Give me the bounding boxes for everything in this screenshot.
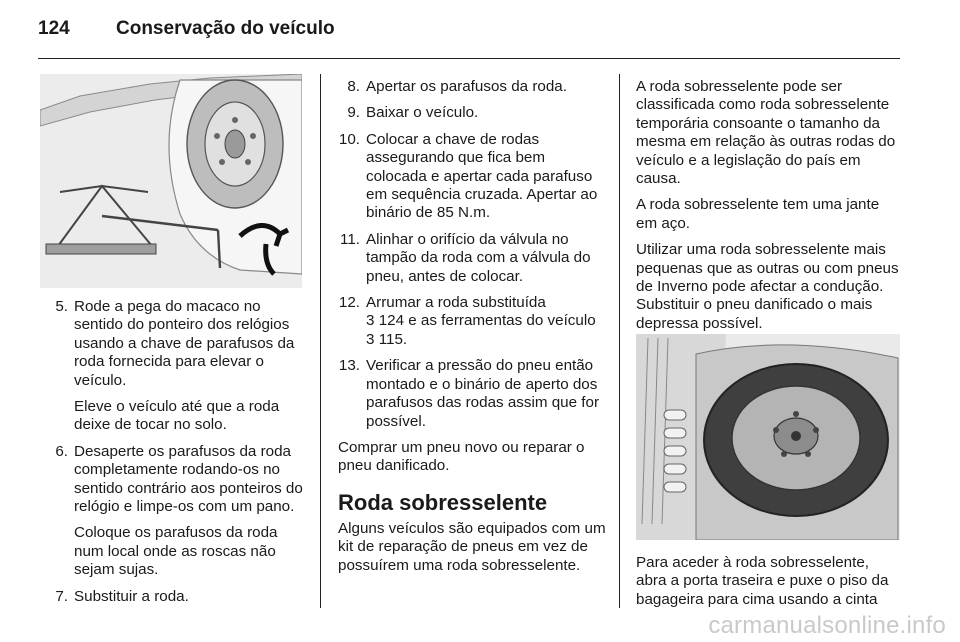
step-subtext: Coloque os parafusos da roda num local onde as roscas não sejam sujas. — [74, 524, 278, 579]
step-number: 10. — [338, 130, 360, 148]
triangle-right-icon: 3 — [366, 312, 375, 330]
after-steps-text: Comprar um pneu novo ou reparar o pneu danificado. — [338, 438, 585, 475]
page-reference-2[interactable]: 115. — [378, 330, 408, 348]
column-divider-2 — [619, 74, 620, 608]
step-text: Desaperte os parafusos da roda completamente rodando-os no sentido contrário aos ponteiros do relógio e limpe-os com um pano. — [74, 442, 303, 516]
step-number: 12. — [338, 294, 360, 312]
column-3-bottom-text — [636, 554, 902, 609]
step-item — [338, 78, 606, 96]
step-text — [366, 294, 606, 349]
step-text-before: Arrumar a roda substituída — [366, 294, 546, 312]
header-rule — [38, 58, 900, 59]
column-divider-1 — [320, 74, 321, 608]
steps-list-2 — [338, 78, 606, 431]
section-paragraph: Alguns veículos são equipados com um kit de reparação de pneus em vez de possuírem uma roda sobresselente. — [338, 519, 606, 574]
step-text: Rode a pega do macaco no sentido do ponteiro dos relógios usando a chave de parafusos da roda fornecida para elevar o veículo. — [74, 298, 295, 389]
step-item — [338, 294, 606, 349]
step-item — [338, 131, 606, 223]
step-text: Verificar a pressão do pneu então montado e o binário de aperto dos parafusos das rodas assim que for possível. — [366, 357, 599, 430]
watermark: carmanualsonline.info — [708, 612, 946, 639]
step-text: Colocar a chave de rodas assegurando que fica bem colocada e apertar cada parafuso em sequência cruzada. Apertar ao binário de 85 N.m. — [366, 130, 598, 222]
step-number: 9. — [347, 104, 360, 122]
triangle-right-icon: 3 — [366, 330, 375, 348]
step-number: 6. — [55, 442, 68, 460]
column-2-text — [338, 78, 606, 575]
step-number: 7. — [55, 587, 68, 605]
step-text: Apertar os parafusos da roda. — [366, 78, 567, 95]
spare-wheel-illustration-svg — [636, 334, 900, 540]
step-item — [46, 298, 310, 435]
jack-illustration-svg — [40, 74, 302, 288]
step-number: 11. — [340, 230, 360, 248]
step-item — [46, 588, 310, 606]
paragraph: Utilizar uma roda sobresselente mais pequenas que as outras ou com pneus de Inverno pode afectar a condução. Substituir o pneu danificado o mais depressa possível. — [636, 241, 899, 332]
page-reference-1[interactable]: 124 e as ferramentas do veículo — [378, 312, 596, 330]
page-title: Conservação do veículo — [116, 18, 335, 39]
page-number: 124 — [38, 18, 70, 39]
step-text: Alinhar o orifício da válvula no tampão da roda com a válvula do pneu, antes de colocar. — [366, 230, 591, 285]
section-heading: Roda sobresselente — [338, 489, 548, 515]
step-item — [338, 231, 606, 286]
column-3-text — [636, 78, 902, 341]
paragraph: Para aceder à roda sobresselente, abra a porta traseira e puxe o piso da bagageira para cima usando a cinta — [636, 554, 889, 608]
step-item — [46, 443, 310, 580]
column-1-text — [46, 298, 310, 614]
step-number: 13. — [338, 357, 360, 375]
step-item — [338, 357, 606, 431]
step-text: Substituir a roda. — [74, 587, 189, 605]
step-number: 8. — [347, 78, 360, 95]
step-subtext: Eleve o veículo até que a roda deixe de tocar no solo. — [74, 398, 280, 434]
car-jack-wheel-illustration — [40, 74, 302, 288]
spare-wheel-trunk-illustration — [636, 334, 900, 540]
steps-list-1 — [46, 298, 310, 606]
step-text: Baixar o veículo. — [366, 104, 479, 122]
paragraph: A roda sobresselente tem uma jante em aço. — [636, 196, 880, 232]
step-item — [338, 104, 606, 122]
paragraph: A roda sobresselente pode ser classificada como roda sobresselente temporária consoante o tamanho da mesma em relação às outras rodas do veículo e a legislação do país em causa. — [636, 78, 896, 188]
step-number: 5. — [55, 298, 68, 315]
